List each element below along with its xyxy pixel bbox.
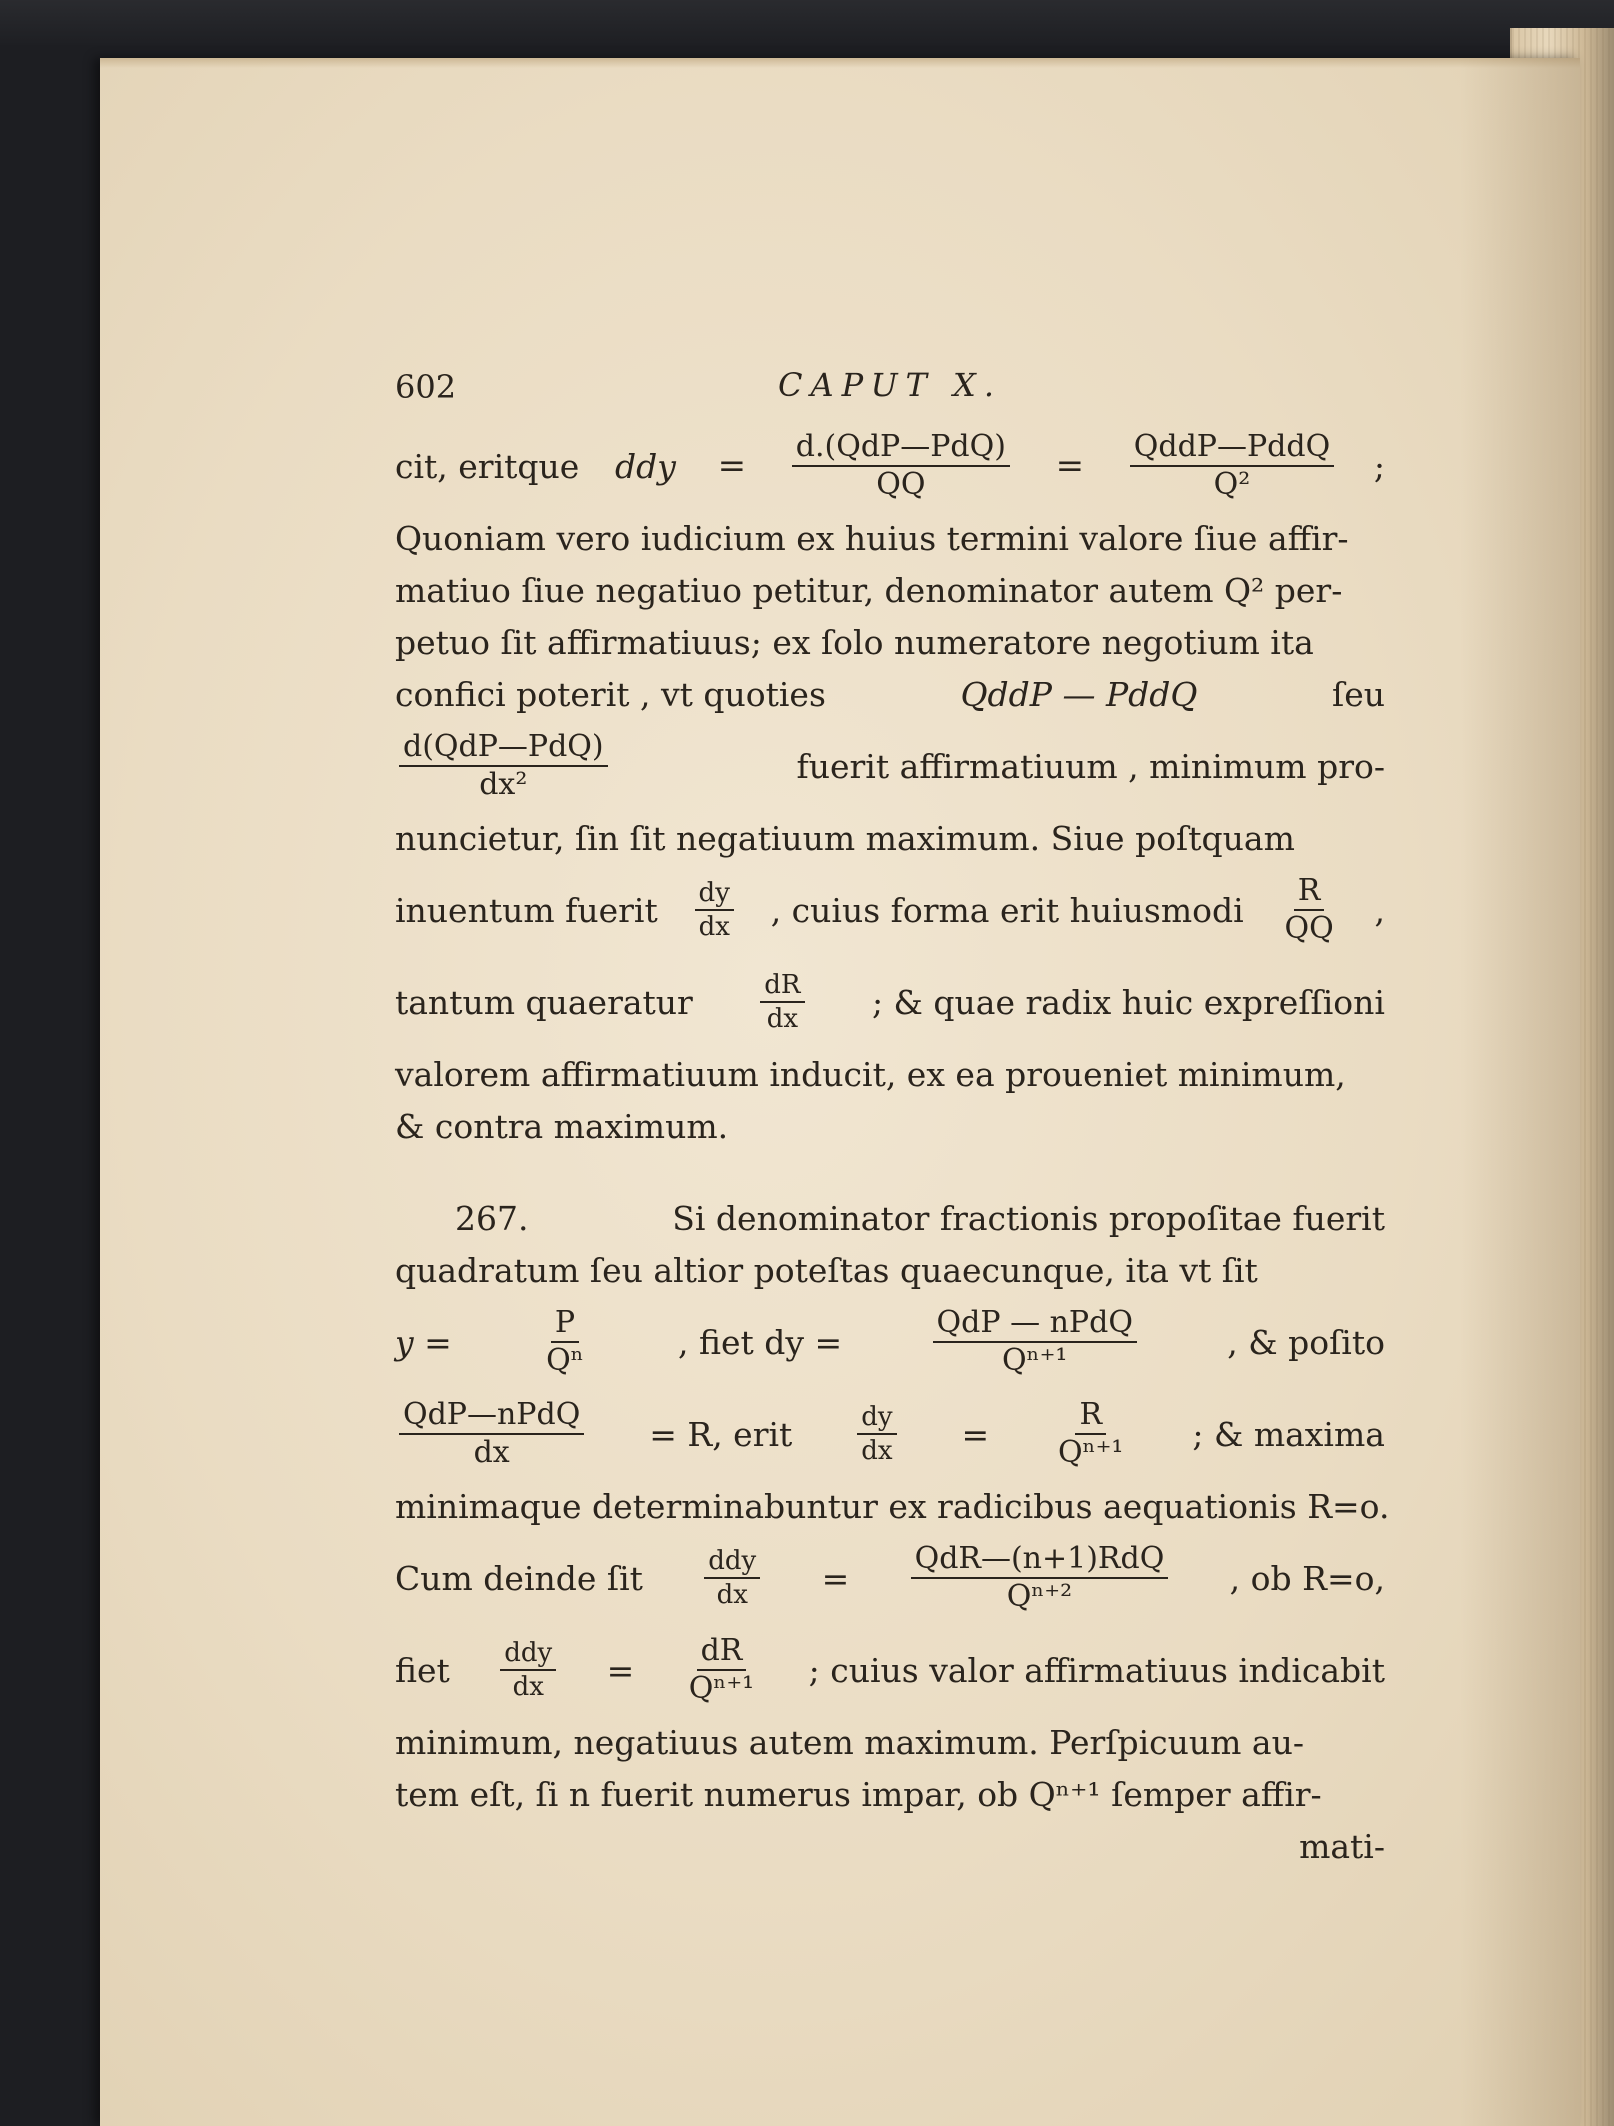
page-number: 602 xyxy=(395,368,457,406)
text-line: & contra maximum. xyxy=(395,1106,729,1146)
text-line: Cum deinde ſit $\frac{\text{ddy}}{dx}$ = $\frac{\text{QdR—(n+1)RdQ}}{\text{Qⁿ⁺²}}$ , ob R=o, xyxy=(395,1541,1385,1614)
fraction: $\frac{dy}{dx}$ xyxy=(857,1404,896,1464)
fraction: $\frac{dy}{dx}$ xyxy=(695,880,734,940)
text-line: fiet $\frac{\text{ddy}}{dx}$ = $\frac{dR}{\text{Qⁿ⁺¹}}$ ; cuius valor affirmatiuus indicabit xyxy=(395,1633,1385,1706)
fraction: $\frac{dR}{\text{Qⁿ⁺¹}}$ xyxy=(688,1633,755,1706)
paragraph-start: 267. Si denominator fractionis propoſitae fuerit xyxy=(455,1198,1385,1238)
text-line: cit, eritque ddy = $\frac{\text{d.(QdP—PdQ)}}{QQ}$ = $\frac{\text{QddP—PddQ}}{\text{Q²}}$ ; xyxy=(395,429,1385,502)
section-number: 267. xyxy=(455,1198,529,1238)
text-line: matiuo ſiue negatiuo petitur, denominator autem Q² per- xyxy=(395,570,1343,610)
fraction: $\frac{R}{\text{Qⁿ⁺¹}}$ xyxy=(1058,1397,1124,1470)
text-line: tem eſt, ſi n fuerit numerus impar, ob Qⁿ⁺¹ ſemper affir- xyxy=(395,1774,1322,1814)
running-head: CAPUT X. xyxy=(778,366,1002,404)
text-line: confici poterit , vt quoties QddP — PddQ ſeu xyxy=(395,674,1385,714)
fraction: $\frac{\text{QdR—(n+1)RdQ}}{\text{Qⁿ⁺²}}$ xyxy=(911,1544,1169,1612)
page-text-block xyxy=(395,360,1390,1872)
text-line: inuentum fuerit $\frac{dy}{dx}$ , cuius forma erit huiusmodi $\frac{R}{QQ}$ , xyxy=(395,873,1385,946)
dark-backdrop xyxy=(0,0,1614,45)
fraction: $\frac{dR}{dx}$ xyxy=(760,972,804,1032)
fraction: $\frac{\text{QddP—PddQ}}{\text{Q²}}$ xyxy=(1130,432,1334,500)
page-top-edge xyxy=(100,58,1580,68)
fraction: $\frac{P}{\text{Qⁿ}}$ xyxy=(546,1305,584,1378)
fraction: $\frac{\text{QdP — nPdQ}}{\text{Qⁿ⁺¹}}$ xyxy=(933,1308,1137,1376)
text-line: petuo ſit affirmatiuus; ex ſolo numeratore negotium ita xyxy=(395,622,1314,662)
fraction: $\frac{\text{d(QdP—PdQ)}}{\text{dx²}}$ xyxy=(399,732,608,800)
fraction: $\frac{\text{ddy}}{dx}$ xyxy=(704,1548,760,1608)
fraction: $\frac{\text{ddy}}{dx}$ xyxy=(500,1640,556,1700)
page-header xyxy=(395,360,1385,420)
fraction: $\frac{R}{QQ}$ xyxy=(1284,873,1334,946)
page-gutter-shadow xyxy=(1460,58,1580,2126)
text-line: Quoniam vero iudicium ex huius termini valore ſiue affir- xyxy=(395,518,1349,558)
text-line: nuncietur, ſin ſit negatiuum maximum. Siue poſtquam xyxy=(395,818,1295,858)
text-line: $\frac{\text{d(QdP—PdQ)}}{\text{dx²}}$ fuerit affirmatiuum , minimum pro- xyxy=(395,720,1385,812)
text-line: minimum, negatiuus autem maximum. Perſpicuum au- xyxy=(395,1722,1305,1762)
fraction: $\frac{\text{d.(QdP—PdQ)}}{QQ}$ xyxy=(792,432,1010,500)
text-line: quadratum ſeu altior poteſtas quaecunque, ita vt ſit xyxy=(395,1250,1258,1290)
text-line: tantum quaeratur $\frac{dR}{dx}$ ; & quae radix huic expreſſioni xyxy=(395,970,1385,1034)
text-line: $\frac{\text{QdP—nPdQ}}{dx}$ = R, erit $\frac{dy}{dx}$ = $\frac{R}{\text{Qⁿ⁺¹}}$ ; & maxima xyxy=(395,1388,1385,1480)
catchword: mati- xyxy=(1299,1826,1385,1866)
text-line: minimaque determinabuntur ex radicibus aequationis R=o. xyxy=(395,1486,1390,1526)
fraction: $\frac{\text{QdP—nPdQ}}{dx}$ xyxy=(399,1400,584,1468)
text-line: y = $\frac{P}{\text{Qⁿ}}$ , fiet dy = $\frac{\text{QdP — nPdQ}}{\text{Qⁿ⁺¹}}$ , & poſito xyxy=(395,1305,1385,1378)
text-line: valorem affirmatiuum inducit, ex ea proueniet minimum, xyxy=(395,1054,1346,1094)
